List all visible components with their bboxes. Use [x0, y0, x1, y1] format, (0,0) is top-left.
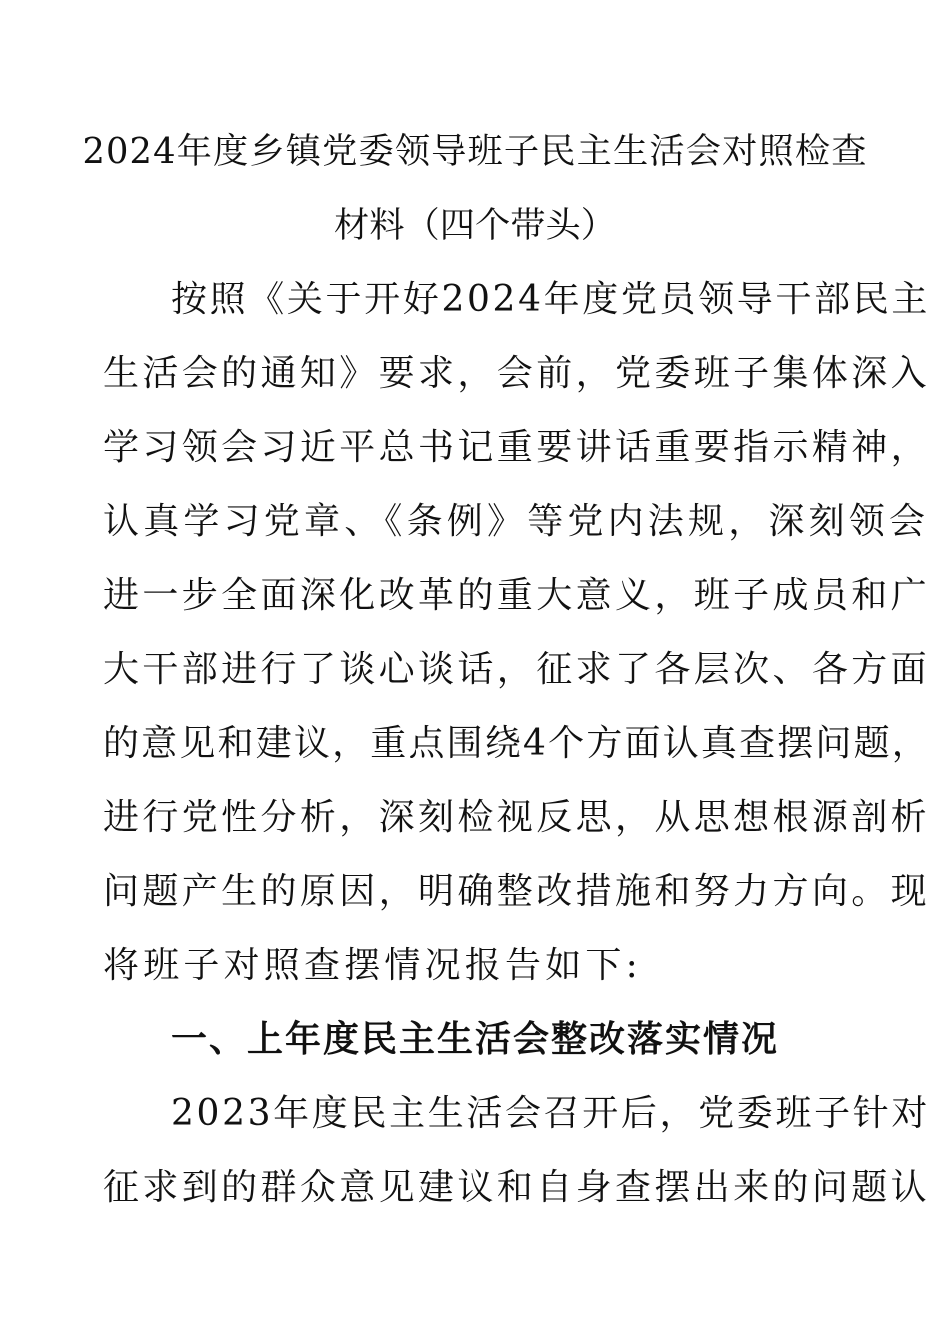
- paragraph-1-line-8: 进行党性分析，深刻检视反思，从思想根源剖析: [103, 797, 930, 838]
- paragraph-1-line-2: 生活会的通知》要求，会前，党委班子集体深入: [103, 353, 930, 394]
- paragraph-2-line-1: 2023年度民主生活会召开后，党委班子针对: [171, 1093, 930, 1134]
- paragraph-1-line-10: 将班子对照查摆情况报告如下:: [103, 945, 642, 986]
- paragraph-1-line-3: 学习领会习近平总书记重要讲话重要指示精神，: [103, 427, 930, 468]
- paragraph-1-line-6: 大干部进行了谈心谈话，征求了各层次、各方面: [103, 649, 930, 690]
- paragraph-1-line-9: 问题产生的原因，明确整改措施和努力方向。现: [103, 871, 930, 912]
- paragraph-2-line-2: 征求到的群众意见建议和自身查摆出来的问题认: [103, 1167, 930, 1208]
- paragraph-1-line-5: 进一步全面深化改革的重大意义，班子成员和广: [103, 575, 930, 616]
- section-1-heading: 一、上年度民主生活会整改落实情况: [171, 1019, 780, 1060]
- document-title-line-2: 材料（四个带头）: [334, 205, 616, 246]
- paragraph-1-line-4: 认真学习党章、《条例》等党内法规，深刻领会: [103, 501, 930, 542]
- paragraph-1-line-7: 的意见和建议，重点围绕4个方面认真查摆问题，: [103, 723, 930, 764]
- document-title-line-1: 2024年度乡镇党委领导班子民主生活会对照检查: [82, 131, 868, 172]
- paragraph-1-line-1: 按照《关于开好2024年度党员领导干部民主: [171, 279, 930, 320]
